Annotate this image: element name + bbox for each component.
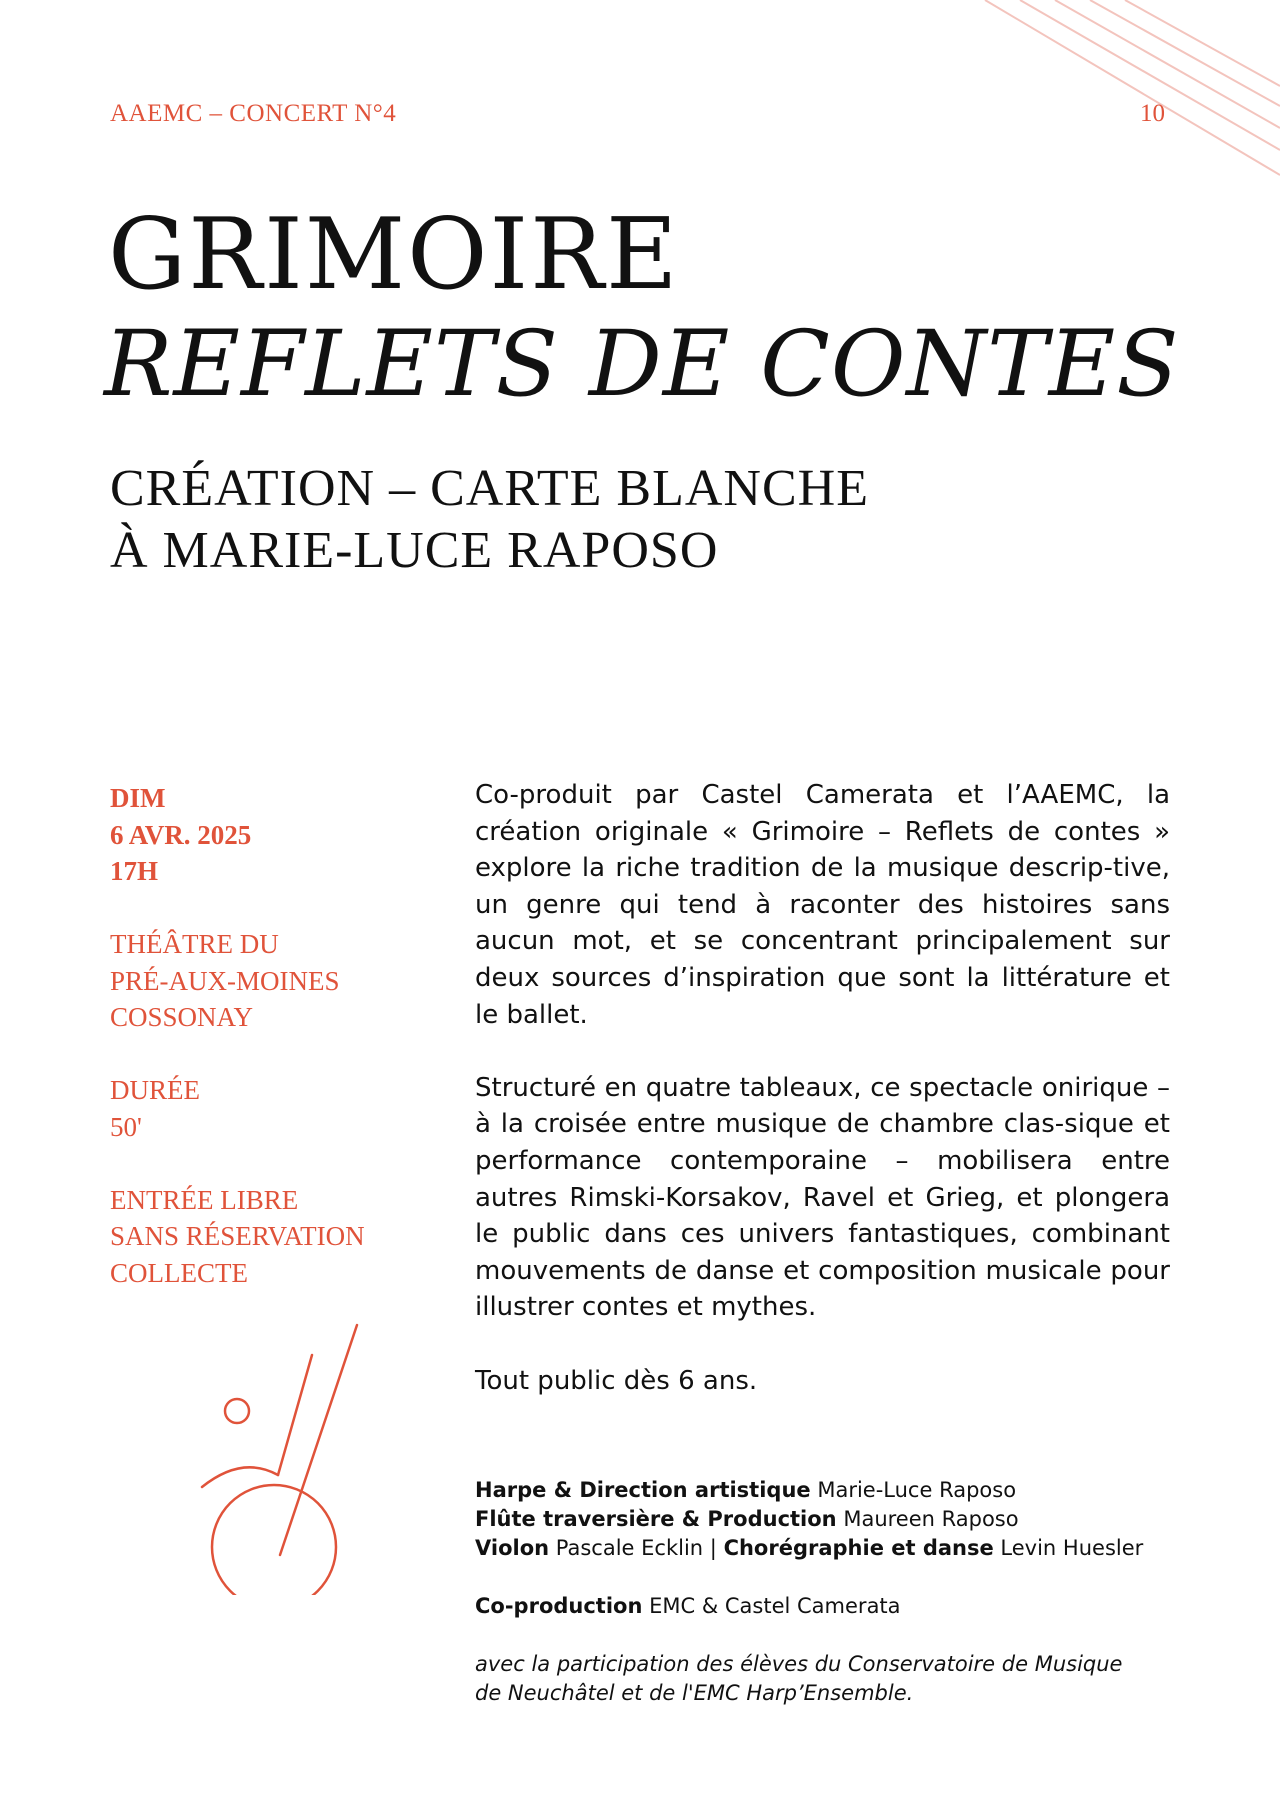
venue-line-2: PRÉ-AUX-MOINES [110, 965, 340, 996]
credit-violin-name: Pascale Ecklin [555, 1536, 704, 1560]
credit-dance-name: Levin Huesler [1000, 1536, 1144, 1560]
event-day: DIM [110, 783, 166, 813]
venue-line-1: THÉÂTRE DU [110, 929, 279, 959]
page-subtitle: REFLETS DE CONTES [104, 312, 1180, 417]
venue-line-3: COSSONAY [110, 1002, 254, 1032]
credit-separator: | [709, 1536, 717, 1560]
credit-violin-role: Violon [475, 1536, 550, 1560]
credit-coproduction [475, 1592, 1195, 1621]
duration-value: 50' [110, 1111, 142, 1142]
credit-harp [475, 1476, 1195, 1505]
event-date: 6 AVR. 2025 [110, 819, 252, 850]
entry-line-3: COLLECTE [110, 1257, 248, 1288]
creation-line-1: CRÉATION – CARTE BLANCHE [110, 460, 869, 517]
credit-dance-role: Chorégraphie et danse [723, 1536, 994, 1560]
description-paragraph-1: Co-produit par Castel Camerata et l’AAEMC, la création originale « Grimoire – Reflets de contes » explore la riche tradition de la musique descrip-tive, un genre qui tend à raconter des histoires sans aucun mot, et se concentrant principalement sur deux sources d’inspiration que sont la littérature et le ballet. [475, 780, 1170, 1030]
page-title: GRIMOIRE [108, 198, 680, 312]
creation-line-2: À MARIE-LUCE RAPOSO [110, 522, 719, 579]
header-concert-label: AAEMC – CONCERT N°4 [110, 100, 397, 127]
duration-label: DURÉE [110, 1075, 200, 1105]
credits [475, 1476, 1195, 1708]
credit-flute-role: Flûte traversière & Production [475, 1507, 837, 1531]
event-time: 17H [110, 856, 159, 886]
credit-harp-role: Harpe & Direction artistique [475, 1478, 811, 1502]
page-number: 10 [1140, 100, 1165, 127]
event-info [110, 780, 410, 1328]
description-paragraph-2: Structuré en quatre tableaux, ce spectacle onirique – à la croisée entre musique de chambre clas-sique et performance contemporaine – mobilisera entre autres Rimski-Korsakov, Ravel et Grieg, et plongera le public dans ces univers fantastiques, combinant mouvements de danse et composition musicale pour illustrer contes et mythes. [475, 1072, 1170, 1323]
credit-violin-dance [475, 1534, 1195, 1563]
credit-flute-name: Maureen Raposo [843, 1507, 1019, 1531]
description-paragraph-3: Tout public dès 6 ans. [475, 1365, 758, 1396]
participation-line-1: avec la participation des élèves du Conservatoire de Musique [475, 1652, 1123, 1676]
event-duration [110, 1072, 410, 1145]
harp-emblem-icon [180, 1315, 380, 1595]
event-entry [110, 1182, 410, 1292]
creation-heading [110, 458, 869, 582]
credit-coprod-role: Co-production [475, 1594, 643, 1618]
event-datetime [110, 780, 410, 890]
credit-coprod-name: EMC & Castel Camerata [649, 1594, 901, 1618]
entry-line-1: ENTRÉE LIBRE [110, 1184, 299, 1215]
credit-flute [475, 1505, 1195, 1534]
entry-line-2: SANS RÉSERVATION [110, 1221, 365, 1251]
credit-harp-name: Marie-Luce Raposo [817, 1478, 1017, 1502]
participation-line-2: de Neuchâtel et de l'EMC Harp’Ensemble. [475, 1681, 914, 1705]
event-venue [110, 926, 410, 1036]
description-body [475, 777, 1170, 1399]
